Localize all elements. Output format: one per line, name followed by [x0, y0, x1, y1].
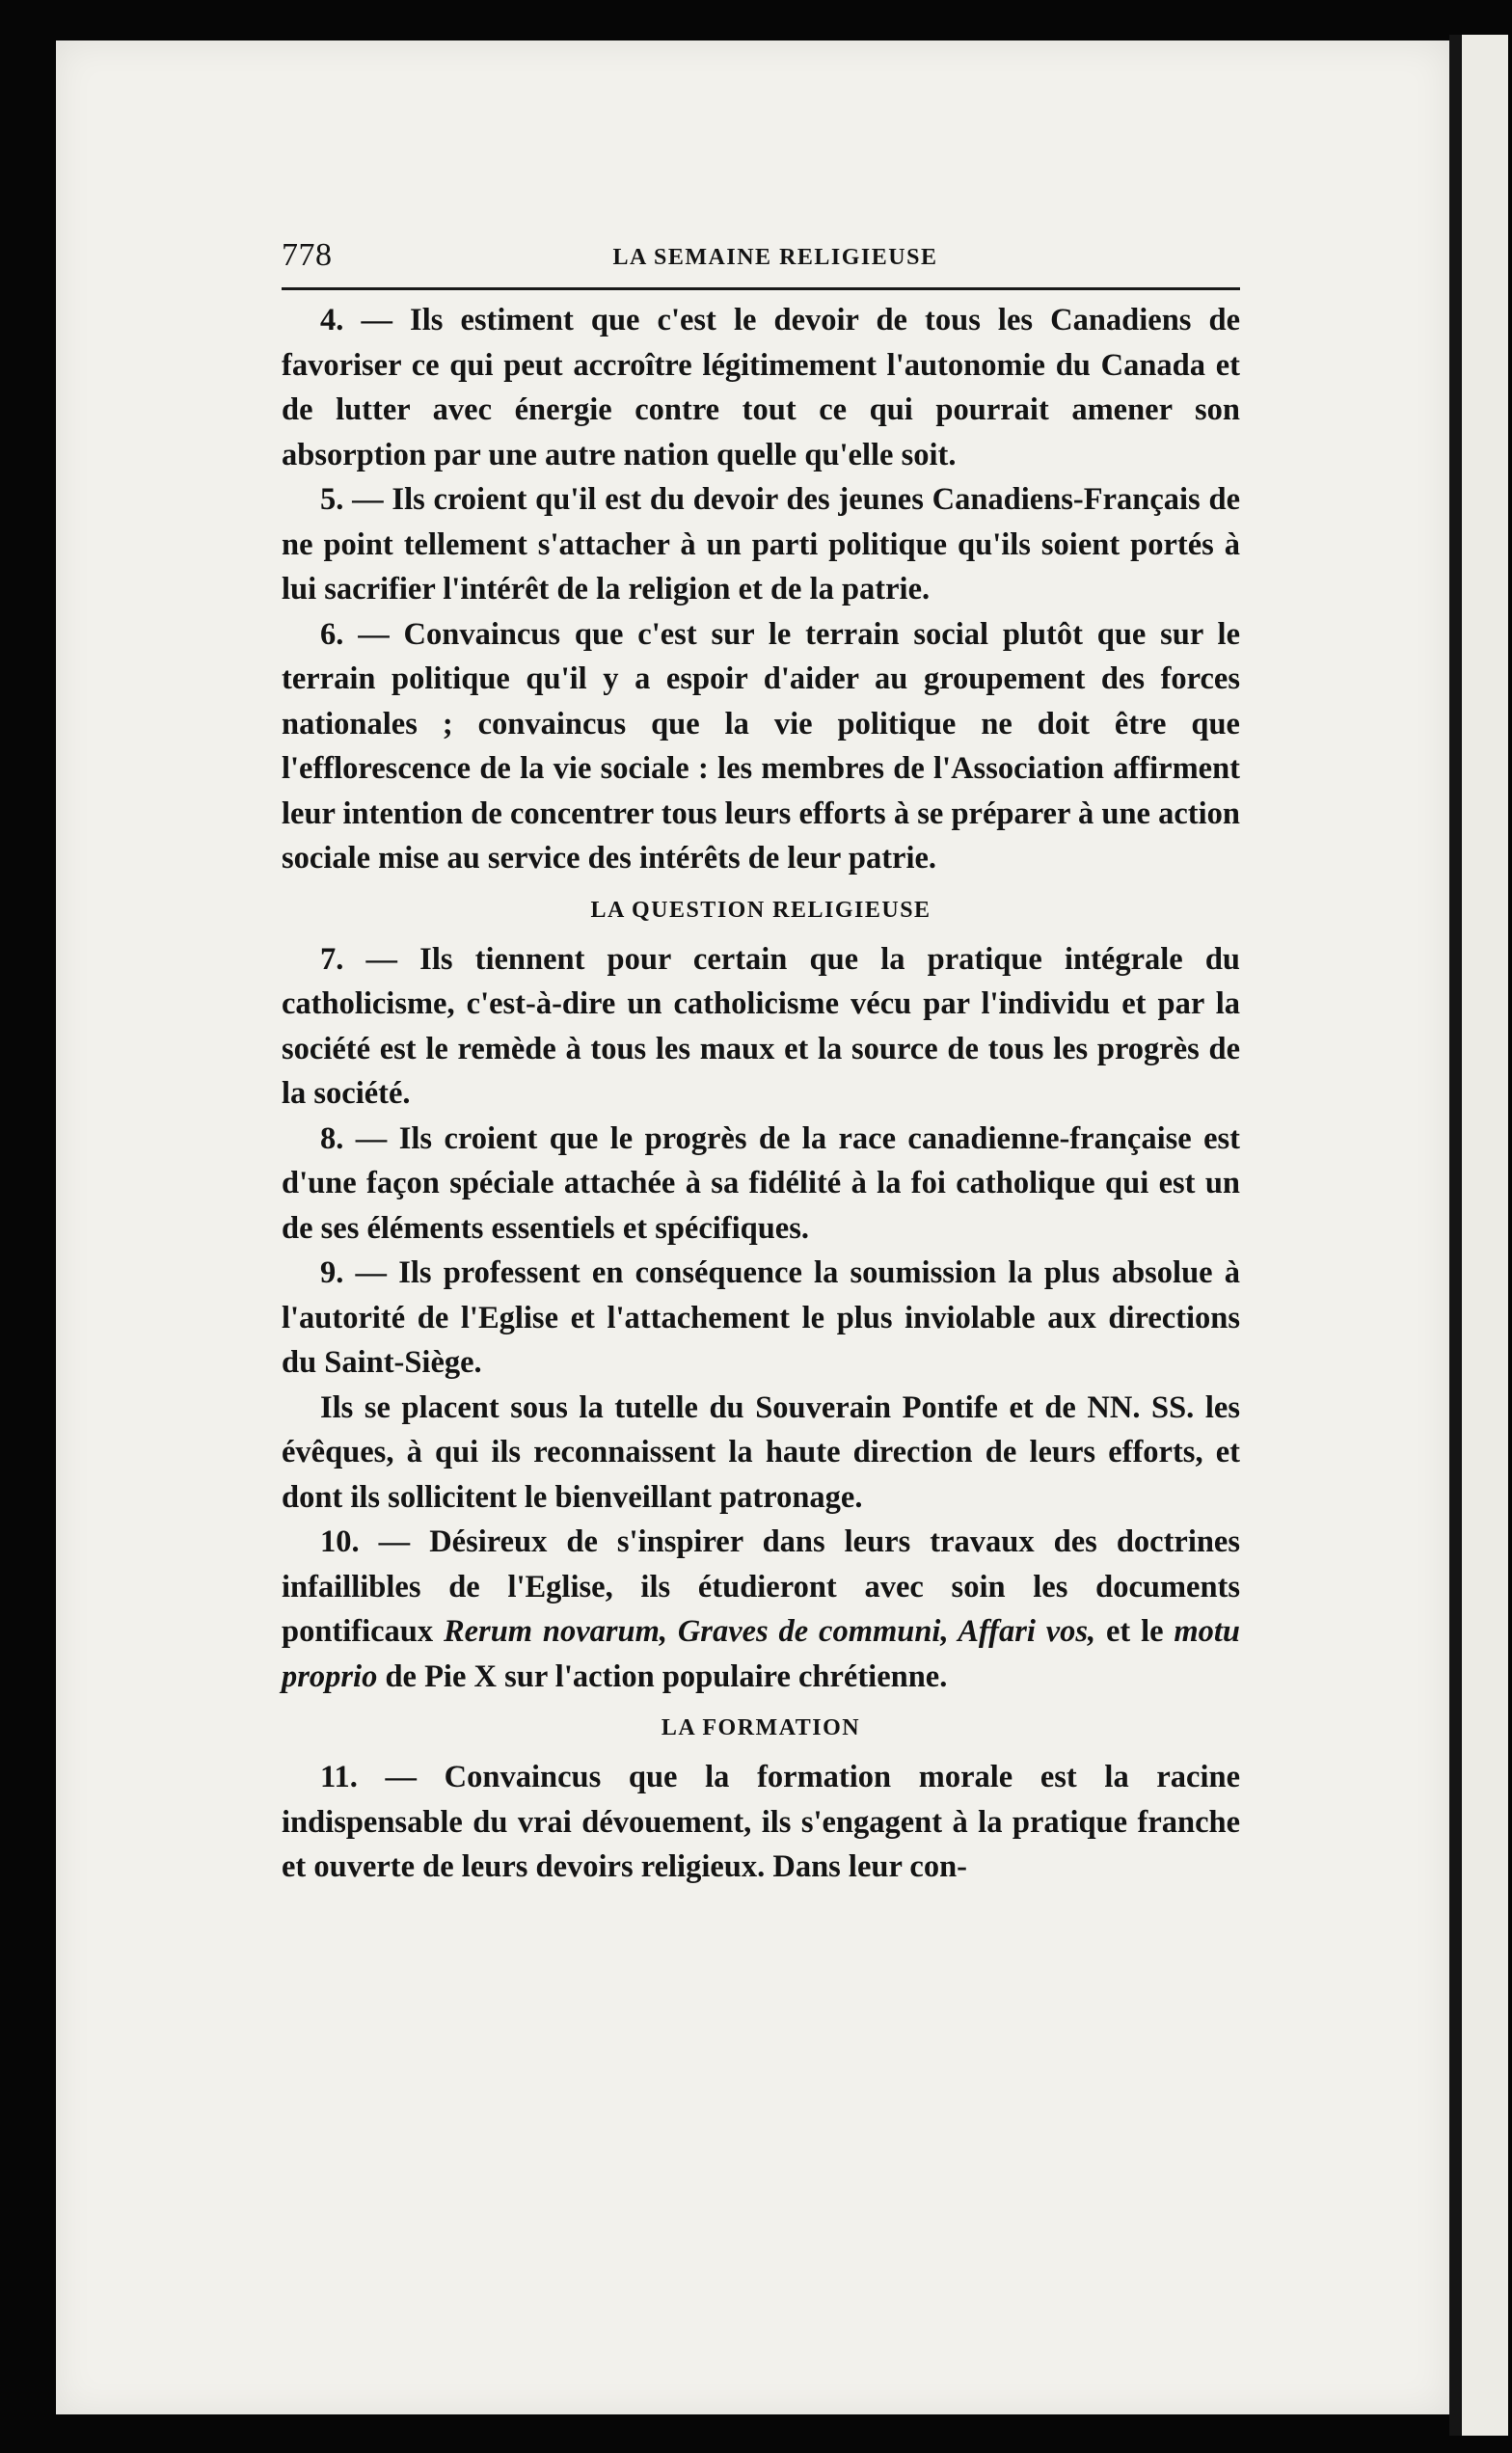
running-head [282, 231, 1240, 290]
gutter-shadow [1449, 35, 1463, 2436]
article-text: — Ils croient qu'il est du devoir des jeunes Canadiens-Français de ne point tellement s'attacher à un parti politique qu'ils soient portés à lui sacrifier l'intérêt de la religion et de la patrie. [282, 482, 1240, 607]
article-number: 6. [320, 616, 344, 652]
encyclical-titles: Rerum novarum, Graves de communi, Affari vos, [443, 1614, 1096, 1649]
article-text: — Ils croient que le progrès de la race canadienne-française est d'une façon spéciale attachée à sa fidélité à la foi catholique qui est un de ses éléments essentiels et spécifiques. [282, 1120, 1241, 1246]
article-number: 9. [320, 1255, 344, 1290]
text-block [282, 231, 1240, 1890]
section-heading-formation: LA FORMATION [661, 1715, 861, 1740]
article-text: — Ils professent en conséquence la soumission la plus absolue à l'autorité de l'Eglise et l'attachement le plus inviolable aux directions du Saint-Siège. [282, 1255, 1240, 1380]
article-9 [282, 1251, 1240, 1386]
motu-proprio-term: motu proprio [282, 1614, 1240, 1694]
article-text: — Convaincus que c'est sur le terrain social plutôt que sur le terrain politique qu'il y a espoir d'aider au groupement des forces nationales ; convaincus que la vie politique ne doit être que l'efflorescence de la vie sociale : les membres de l'Association affirment leur intention de concentrer tous leurs efforts à se préparer à une action sociale mise au service des intérêts de leur patrie. [282, 616, 1240, 876]
article-text: — Convaincus que la formation morale est la racine indispensable du vrai dévouement, ils s'engagent à la pratique franche et ouverte de leurs devoirs religieux. Dans leur con- [282, 1760, 1240, 1884]
article-number: 8. [320, 1120, 344, 1156]
article-11 [282, 1755, 1240, 1890]
article-number: 10. [320, 1524, 360, 1559]
article-text: — Ils tiennent pour certain que la pratique intégrale du catholicisme, c'est-à-dire un catholicisme vécu par l'individu et par la société est le remède à tous les maux et la source de tous les progrès de la société. [282, 941, 1241, 1111]
article-number: 7. [320, 941, 344, 977]
journal-title: LA SEMAINE RELIGIEUSE [612, 245, 938, 270]
article-text: — Désireux de s'inspirer dans leurs travaux des doctrines infaillibles de l'Eglise, ils étudieront avec soin les documents pontificaux [282, 1524, 1240, 1649]
article-4 [282, 298, 1240, 477]
document-page [56, 40, 1449, 2414]
article-9-continuation: Ils se placent sous la tutelle du Souverain Pontife et de NN. SS. les évêques, à qui ils reconnaissent la haute direction de leurs efforts, et dont ils sollicitent le bienveillant patronage. [282, 1389, 1240, 1515]
article-text: — Ils estiment que c'est le devoir de tous les Canadiens de favoriser ce qui peut accroître légitimement l'autonomie du Canada et de lutter avec énergie contre tout ce qui pourrait amener son absorption par une autre nation quelle qu'elle soit. [282, 303, 1241, 472]
article-text: et le [1095, 1614, 1174, 1649]
facing-page-edge [1462, 35, 1508, 2436]
article-text: de Pie X sur l'action populaire chrétienne. [377, 1658, 948, 1694]
section-heading-question-religieuse: LA QUESTION RELIGIEUSE [590, 897, 932, 923]
article-6 [282, 612, 1240, 881]
article-10 [282, 1520, 1240, 1699]
article-number: 11. [320, 1760, 358, 1794]
article-5 [282, 477, 1240, 612]
article-8 [282, 1117, 1240, 1252]
article-number: 5. [320, 482, 344, 517]
article-7 [282, 937, 1240, 1117]
page-number: 778 [282, 237, 333, 273]
article-number: 4. [320, 303, 344, 337]
